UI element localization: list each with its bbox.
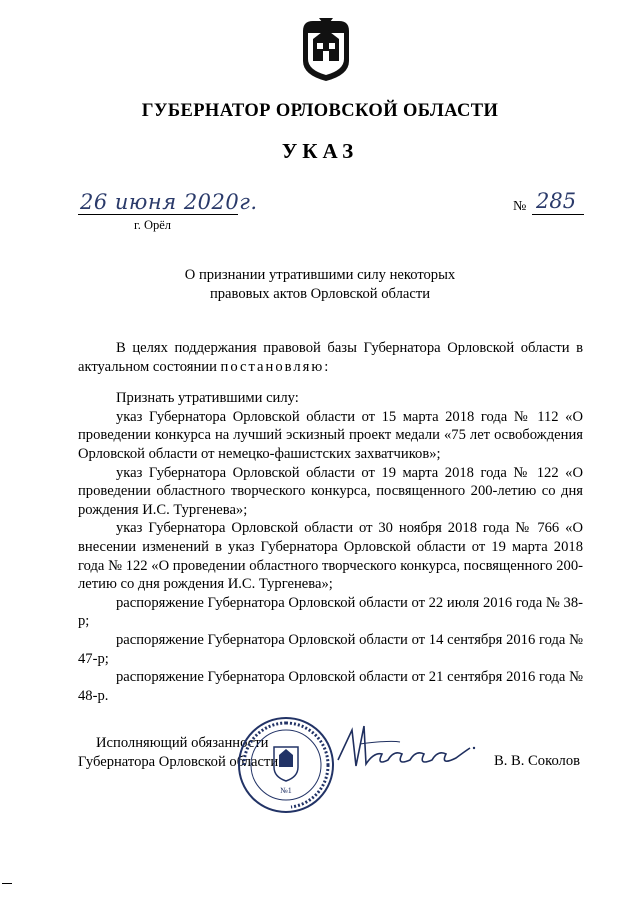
subject-line: О признании утратившими силу некоторых bbox=[184, 267, 456, 283]
document-city: г. Орёл bbox=[134, 218, 172, 232]
number-underline bbox=[532, 214, 584, 215]
margin-mark bbox=[2, 883, 12, 884]
signatory-name: В. В. Соколов bbox=[494, 753, 581, 769]
repealed-act-item: распоряжение Губернатора Орловской области от 14 сентября 2016 года № 47-р; bbox=[78, 631, 583, 667]
number-prefix: № bbox=[513, 199, 527, 214]
document-subject bbox=[0, 266, 640, 304]
repealed-act-item: указ Губернатора Орловской области от 15 марта 2018 года № 112 «О проведении конкурса на лучший эскизный проект медали «75 лет освобождения Орловской области от немецко-фашистских захватчиков»; bbox=[78, 408, 583, 462]
subject-line: правовых актов Орловской области bbox=[209, 286, 431, 302]
signatory-role-line: Губернатора Орловской области bbox=[78, 754, 279, 770]
document-body bbox=[78, 339, 583, 705]
preamble-text: В целях поддержания правовой базы Губернатора Орловской области в актуальном состоянии bbox=[78, 340, 583, 375]
handwritten-signature bbox=[330, 708, 480, 788]
document-number: 285 bbox=[536, 189, 577, 213]
issuing-authority: ГУБЕРНАТОР ОРЛОВСКОЙ ОБЛАСТИ bbox=[141, 101, 499, 121]
body-intro: Признать утратившими силу: bbox=[116, 390, 299, 407]
seal-number: №1 bbox=[280, 786, 292, 795]
preamble-keyword: постановляю: bbox=[220, 358, 331, 375]
repealed-act-item: указ Губернатора Орловской области от 30 ноября 2018 года № 766 «О внесении изменений в указ Губернатора Орловской области от 19 марта 2018 года № 122 «О проведении областного творческого конкурса, посвященного 200-летию со дня рождения И.С. Тургенева»; bbox=[78, 520, 583, 593]
preamble-paragraph bbox=[78, 339, 583, 376]
repealed-act-item: указ Губернатора Орловской области от 19 марта 2018 года № 122 «О проведении областного творческого конкурса, посвященного 200-летию со дня рождения И.С. Тургенева»; bbox=[78, 464, 583, 518]
document-date: 26 июня 2020г. bbox=[80, 190, 258, 214]
date-underline bbox=[78, 214, 238, 215]
repealed-act-item: распоряжение Губернатора Орловской области от 21 сентября 2016 года № 48-р. bbox=[78, 669, 583, 704]
document-type: УКАЗ bbox=[281, 139, 359, 163]
repealed-act-item: распоряжение Губернатора Орловской области от 22 июля 2016 года № 38-р; bbox=[78, 594, 583, 630]
official-seal bbox=[236, 715, 336, 815]
signatory-role-line: Исполняющий обязанности bbox=[96, 735, 269, 751]
coat-of-arms-emblem bbox=[299, 17, 353, 83]
